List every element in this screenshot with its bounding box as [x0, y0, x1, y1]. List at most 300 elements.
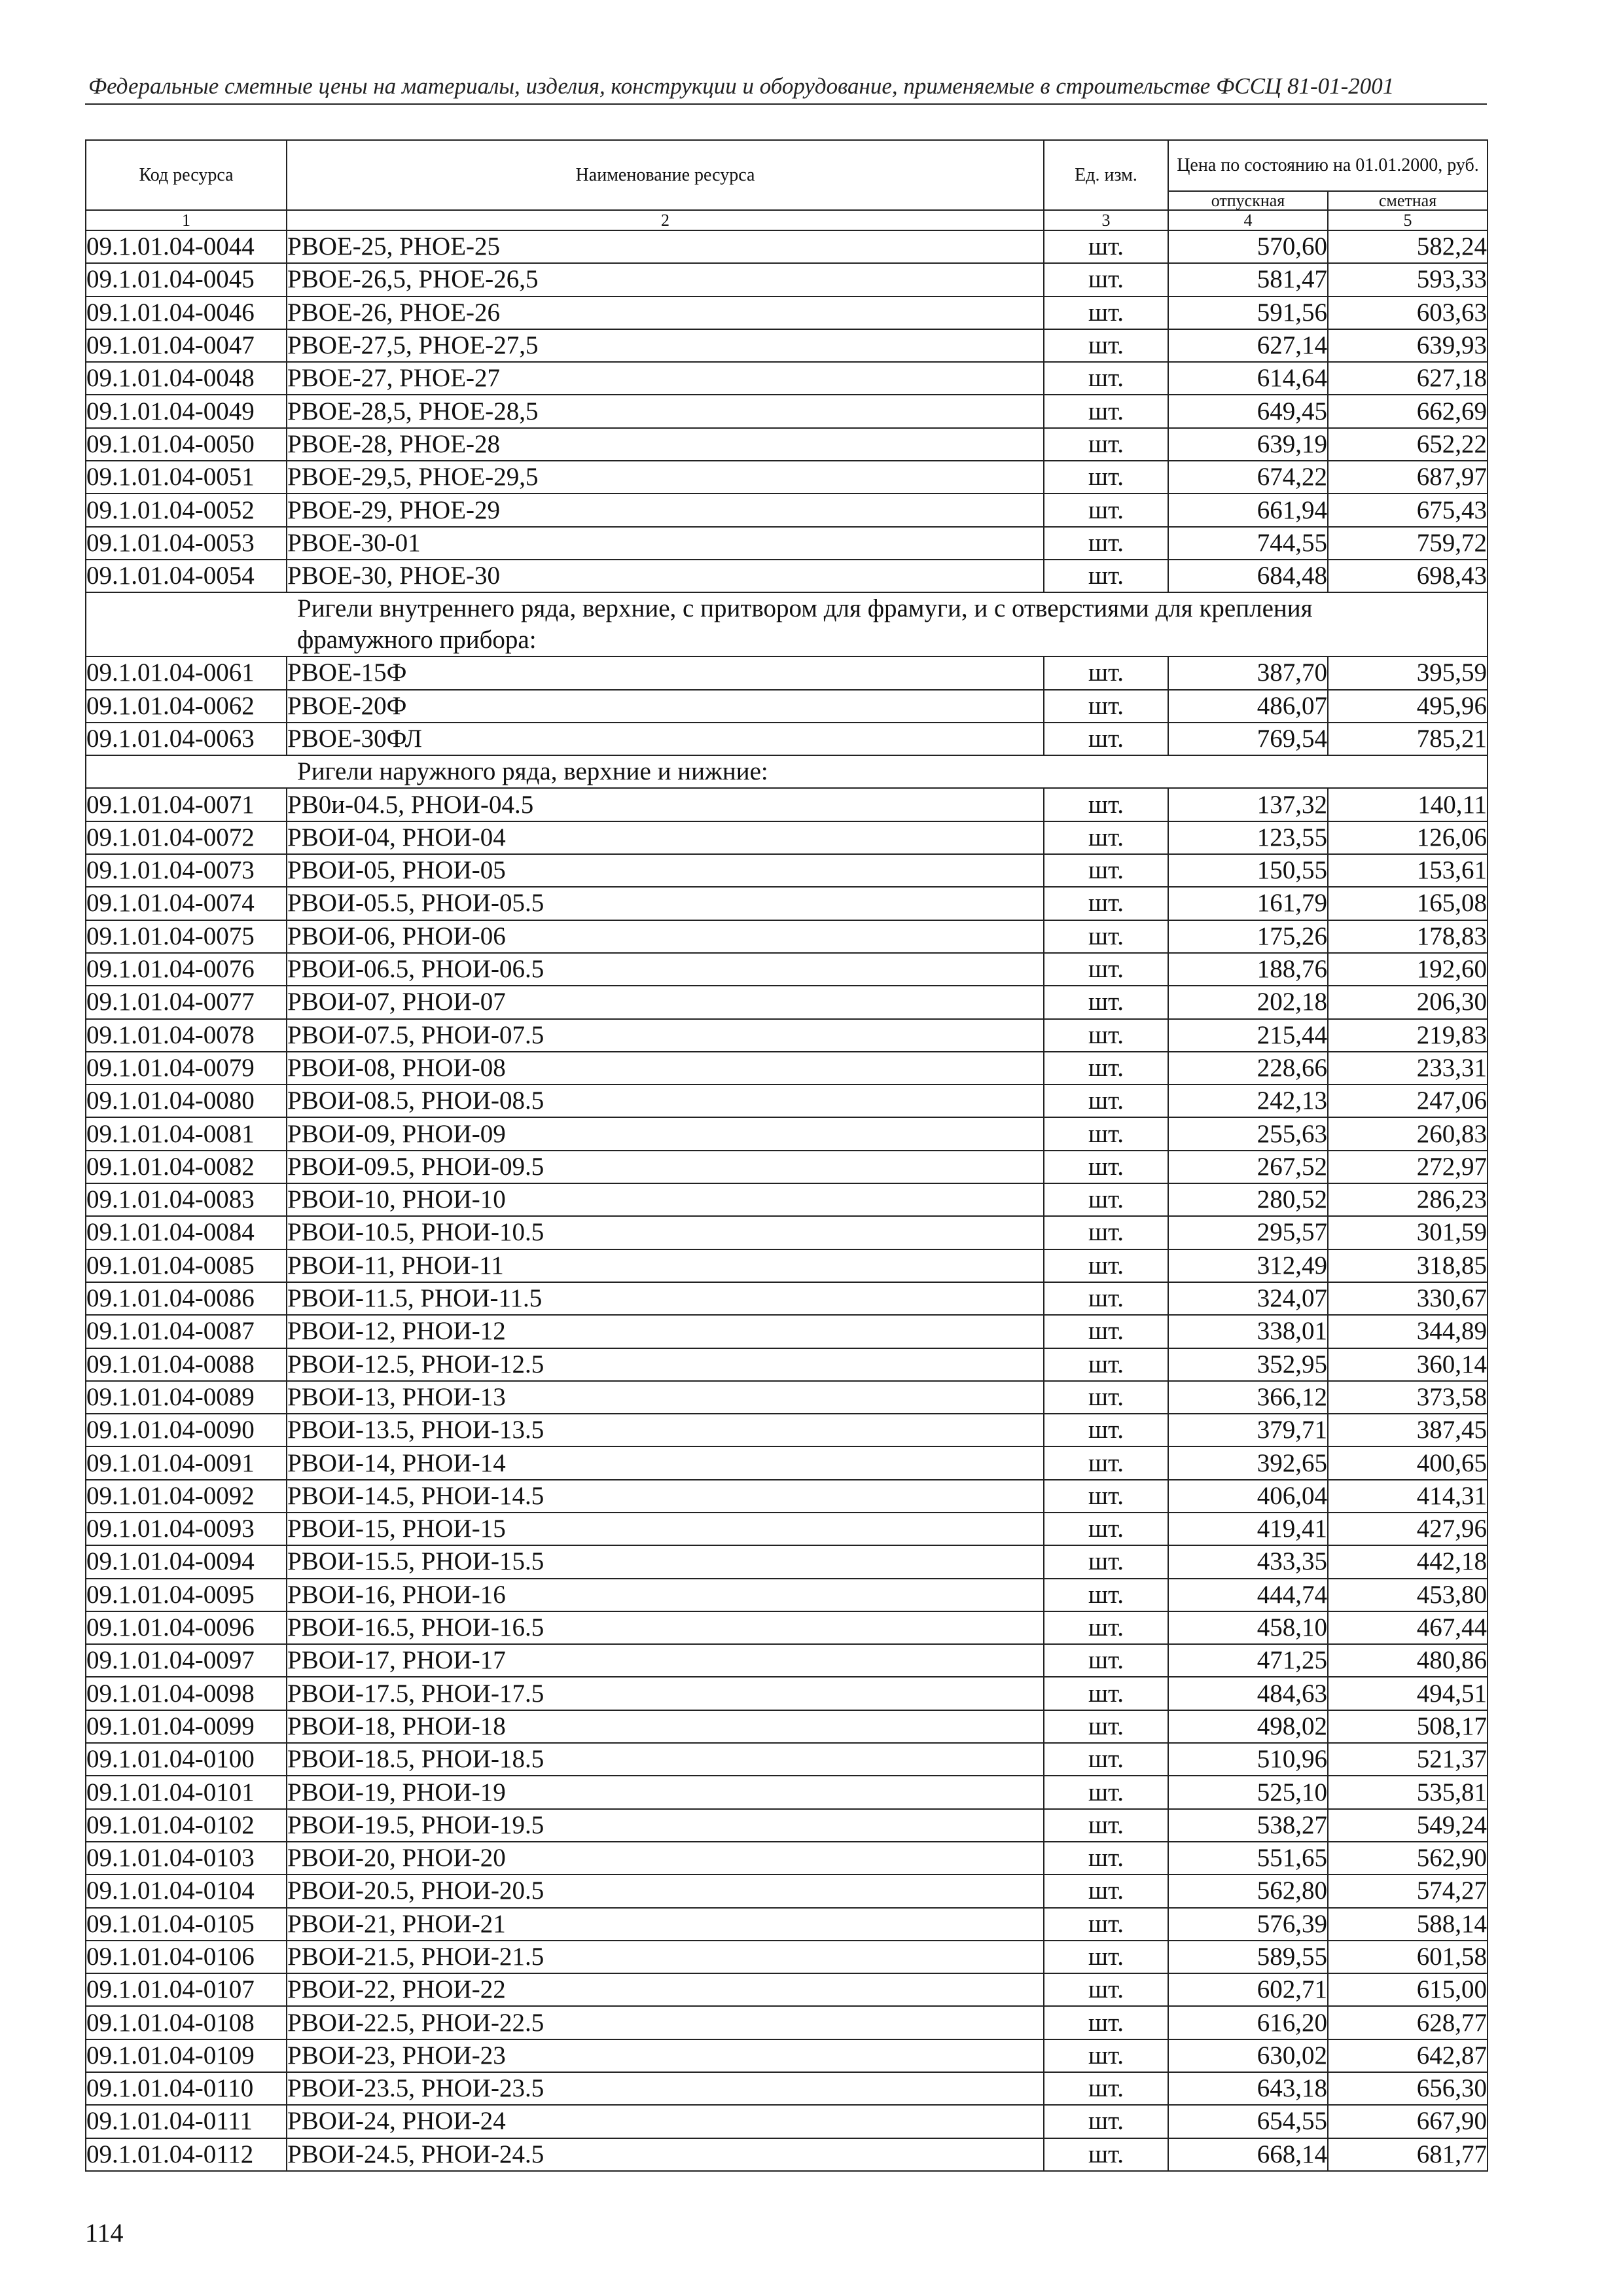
resource-name: РВОИ-23.5, РНОИ-23.5: [287, 2072, 1044, 2105]
resource-code: 09.1.01.04-0090: [86, 1414, 287, 1446]
resource-code: 09.1.01.04-0111: [86, 2105, 287, 2138]
resource-code: 09.1.01.04-0047: [86, 329, 287, 362]
resource-code: 09.1.01.04-0098: [86, 1677, 287, 1710]
release-price: 668,14: [1168, 2138, 1328, 2171]
resource-name: РВОИ-04, РНОИ-04: [287, 821, 1044, 854]
estimate-price: 588,14: [1328, 1908, 1488, 1941]
estimate-price: 206,30: [1328, 986, 1488, 1018]
estimate-price: 233,31: [1328, 1052, 1488, 1085]
table-row: [86, 1446, 1488, 1479]
resource-unit: шт.: [1044, 2138, 1168, 2171]
table-row: [86, 329, 1488, 362]
table-row: [86, 428, 1488, 461]
table-row: [86, 1579, 1488, 1611]
resource-unit: шт.: [1044, 1381, 1168, 1414]
resource-code: 09.1.01.04-0087: [86, 1315, 287, 1348]
resource-name: РВОИ-19, РНОИ-19: [287, 1776, 1044, 1808]
resource-name: РВОЕ-15Ф: [287, 656, 1044, 689]
estimate-price: 400,65: [1328, 1446, 1488, 1479]
resource-unit: шт.: [1044, 527, 1168, 560]
release-price: 498,02: [1168, 1710, 1328, 1743]
estimate-price: 442,18: [1328, 1545, 1488, 1578]
resource-unit: шт.: [1044, 1579, 1168, 1611]
table-row: [86, 527, 1488, 560]
estimate-price: 656,30: [1328, 2072, 1488, 2105]
release-price: 295,57: [1168, 1216, 1328, 1249]
estimate-price: 628,77: [1328, 2006, 1488, 2039]
estimate-price: 662,69: [1328, 395, 1488, 427]
resource-code: 09.1.01.04-0079: [86, 1052, 287, 1085]
table-row: [86, 1315, 1488, 1348]
resource-name: РВОИ-07, РНОИ-07: [287, 986, 1044, 1018]
resource-unit: шт.: [1044, 821, 1168, 854]
resource-code: 09.1.01.04-0095: [86, 1579, 287, 1611]
release-price: 419,41: [1168, 1513, 1328, 1545]
col-header-price: Цена по состоянию на 01.01.2000, руб.: [1168, 140, 1488, 191]
estimate-price: 601,58: [1328, 1941, 1488, 1973]
release-price: 267,52: [1168, 1151, 1328, 1183]
table-row: [86, 1973, 1488, 2006]
release-price: 661,94: [1168, 493, 1328, 526]
resource-unit: шт.: [1044, 461, 1168, 493]
estimate-price: 681,77: [1328, 2138, 1488, 2171]
table-row: [86, 690, 1488, 723]
resource-code: 09.1.01.04-0102: [86, 1809, 287, 1842]
resource-name: РВОИ-13.5, РНОИ-13.5: [287, 1414, 1044, 1446]
resource-code: 09.1.01.04-0081: [86, 1117, 287, 1150]
estimate-price: 687,97: [1328, 461, 1488, 493]
estimate-price: 373,58: [1328, 1381, 1488, 1414]
resource-unit: шт.: [1044, 560, 1168, 592]
release-price: 576,39: [1168, 1908, 1328, 1941]
resource-unit: шт.: [1044, 1973, 1168, 2006]
resource-name: РВОИ-22.5, РНОИ-22.5: [287, 2006, 1044, 2039]
resource-unit: шт.: [1044, 690, 1168, 723]
resource-name: РВОЕ-30, РНОЕ-30: [287, 560, 1044, 592]
resource-unit: шт.: [1044, 1282, 1168, 1315]
resource-code: 09.1.01.04-0051: [86, 461, 287, 493]
resource-name: РВОЕ-28, РНОЕ-28: [287, 428, 1044, 461]
resource-code: 09.1.01.04-0091: [86, 1446, 287, 1479]
resource-code: 09.1.01.04-0089: [86, 1381, 287, 1414]
release-price: 406,04: [1168, 1480, 1328, 1513]
section-heading-row: [86, 592, 1488, 656]
estimate-price: 153,61: [1328, 854, 1488, 887]
resource-unit: шт.: [1044, 2072, 1168, 2105]
release-price: 570,60: [1168, 230, 1328, 263]
resource-unit: шт.: [1044, 887, 1168, 920]
resource-code: 09.1.01.04-0105: [86, 1908, 287, 1941]
section-heading-line: Ригели внутреннего ряда, верхние, с притвором для фрамуги, и с отверстиями для крепления: [297, 594, 1313, 623]
resource-unit: шт.: [1044, 1019, 1168, 1052]
resource-name: РВОИ-09, РНОИ-09: [287, 1117, 1044, 1150]
resource-name: РВОЕ-26,5, РНОЕ-26,5: [287, 263, 1044, 296]
resource-name: РВОИ-21.5, РНОИ-21.5: [287, 1941, 1044, 1973]
estimate-price: 330,67: [1328, 1282, 1488, 1315]
estimate-price: 508,17: [1328, 1710, 1488, 1743]
release-price: 202,18: [1168, 986, 1328, 1018]
release-price: 525,10: [1168, 1776, 1328, 1808]
resource-code: 09.1.01.04-0093: [86, 1513, 287, 1545]
resource-unit: шт.: [1044, 1842, 1168, 1874]
estimate-price: 301,59: [1328, 1216, 1488, 1249]
release-price: 458,10: [1168, 1611, 1328, 1644]
table-row: [86, 656, 1488, 689]
resource-code: 09.1.01.04-0080: [86, 1085, 287, 1117]
resource-name: РВОИ-06, РНОИ-06: [287, 920, 1044, 953]
release-price: 486,07: [1168, 690, 1328, 723]
release-price: 510,96: [1168, 1743, 1328, 1776]
resource-unit: шт.: [1044, 1117, 1168, 1150]
estimate-price: 603,63: [1328, 296, 1488, 329]
col-number: 1: [86, 210, 287, 230]
col-header-name: Наименование ресурса: [287, 140, 1044, 210]
resource-unit: шт.: [1044, 2105, 1168, 2138]
release-price: 324,07: [1168, 1282, 1328, 1315]
table-row: [86, 1117, 1488, 1150]
col-number: 5: [1328, 210, 1488, 230]
release-price: 338,01: [1168, 1315, 1328, 1348]
resource-code: 09.1.01.04-0092: [86, 1480, 287, 1513]
table-row: [86, 296, 1488, 329]
resource-code: 09.1.01.04-0077: [86, 986, 287, 1018]
estimate-price: 453,80: [1328, 1579, 1488, 1611]
resource-unit: шт.: [1044, 1809, 1168, 1842]
release-price: 255,63: [1168, 1117, 1328, 1150]
estimate-price: 387,45: [1328, 1414, 1488, 1446]
table-row: [86, 1052, 1488, 1085]
release-price: 674,22: [1168, 461, 1328, 493]
resource-name: РВОИ-19.5, РНОИ-19.5: [287, 1809, 1044, 1842]
resource-code: 09.1.01.04-0072: [86, 821, 287, 854]
release-price: 643,18: [1168, 2072, 1328, 2105]
resource-name: РВОИ-07.5, РНОИ-07.5: [287, 1019, 1044, 1052]
table-row: [86, 1710, 1488, 1743]
resource-name: РВОИ-14, РНОИ-14: [287, 1446, 1044, 1479]
estimate-price: 260,83: [1328, 1117, 1488, 1150]
release-price: 161,79: [1168, 887, 1328, 920]
resource-unit: шт.: [1044, 920, 1168, 953]
resource-name: РВОЕ-30ФЛ: [287, 723, 1044, 755]
release-price: 312,49: [1168, 1249, 1328, 1282]
estimate-price: 642,87: [1328, 2039, 1488, 2072]
table-row: [86, 920, 1488, 953]
resource-unit: шт.: [1044, 2039, 1168, 2072]
col-header-unit: Ед. изм.: [1044, 140, 1168, 210]
estimate-price: 521,37: [1328, 1743, 1488, 1776]
col-header-code: Код ресурса: [86, 140, 287, 210]
release-price: 630,02: [1168, 2039, 1328, 2072]
estimate-price: 759,72: [1328, 527, 1488, 560]
resource-name: РВ0и-04.5, РНОИ-04.5: [287, 788, 1044, 821]
table-row: [86, 1151, 1488, 1183]
table-row: [86, 493, 1488, 526]
release-price: 616,20: [1168, 2006, 1328, 2039]
resource-unit: шт.: [1044, 986, 1168, 1018]
release-price: 387,70: [1168, 656, 1328, 689]
resource-code: 09.1.01.04-0088: [86, 1348, 287, 1381]
table-row: [86, 1809, 1488, 1842]
resource-name: РВОЕ-26, РНОЕ-26: [287, 296, 1044, 329]
table-row: [86, 1183, 1488, 1216]
resource-name: РВОИ-08.5, РНОИ-08.5: [287, 1085, 1044, 1117]
resource-unit: шт.: [1044, 296, 1168, 329]
resource-code: 09.1.01.04-0061: [86, 656, 287, 689]
estimate-price: 785,21: [1328, 723, 1488, 755]
resource-unit: шт.: [1044, 493, 1168, 526]
resource-unit: шт.: [1044, 1183, 1168, 1216]
resource-name: РВОИ-12.5, РНОИ-12.5: [287, 1348, 1044, 1381]
resource-unit: шт.: [1044, 1874, 1168, 1907]
estimate-price: 192,60: [1328, 953, 1488, 986]
table-row: [86, 362, 1488, 395]
resource-code: 09.1.01.04-0083: [86, 1183, 287, 1216]
estimate-price: 178,83: [1328, 920, 1488, 953]
resource-code: 09.1.01.04-0063: [86, 723, 287, 755]
release-price: 215,44: [1168, 1019, 1328, 1052]
resource-name: РВОЕ-28,5, РНОЕ-28,5: [287, 395, 1044, 427]
price-table: [85, 139, 1488, 2172]
resource-code: 09.1.01.04-0062: [86, 690, 287, 723]
resource-name: РВОЕ-25, РНОЕ-25: [287, 230, 1044, 263]
resource-name: РВОЕ-29,5, РНОЕ-29,5: [287, 461, 1044, 493]
resource-code: 09.1.01.04-0073: [86, 854, 287, 887]
resource-name: РВОИ-21, РНОИ-21: [287, 1908, 1044, 1941]
resource-unit: шт.: [1044, 1151, 1168, 1183]
section-heading-line: фрамужного прибора:: [297, 626, 537, 655]
release-price: 684,48: [1168, 560, 1328, 592]
resource-code: 09.1.01.04-0110: [86, 2072, 287, 2105]
estimate-price: 318,85: [1328, 1249, 1488, 1282]
col-header-estimate: сметная: [1328, 191, 1488, 210]
resource-name: РВОЕ-30-01: [287, 527, 1044, 560]
table-row: [86, 1677, 1488, 1710]
resource-name: РВОИ-11.5, РНОИ-11.5: [287, 1282, 1044, 1315]
table-row: [86, 2006, 1488, 2039]
resource-code: 09.1.01.04-0048: [86, 362, 287, 395]
resource-name: РВОИ-24.5, РНОИ-24.5: [287, 2138, 1044, 2171]
resource-unit: шт.: [1044, 1315, 1168, 1348]
table-row: [86, 1282, 1488, 1315]
resource-code: 09.1.01.04-0099: [86, 1710, 287, 1743]
table-row: [86, 1545, 1488, 1578]
release-price: 627,14: [1168, 329, 1328, 362]
release-price: 591,56: [1168, 296, 1328, 329]
release-price: 137,32: [1168, 788, 1328, 821]
resource-unit: шт.: [1044, 1776, 1168, 1808]
resource-code: 09.1.01.04-0096: [86, 1611, 287, 1644]
table-row: [86, 2138, 1488, 2171]
release-price: 551,65: [1168, 1842, 1328, 1874]
estimate-price: 562,90: [1328, 1842, 1488, 1874]
estimate-price: 360,14: [1328, 1348, 1488, 1381]
table-row: [86, 1644, 1488, 1677]
resource-unit: шт.: [1044, 1908, 1168, 1941]
resource-code: 09.1.01.04-0054: [86, 560, 287, 592]
table-row: [86, 788, 1488, 821]
resource-unit: шт.: [1044, 1677, 1168, 1710]
table-row: [86, 1381, 1488, 1414]
resource-name: РВОИ-15, РНОИ-15: [287, 1513, 1044, 1545]
page-number: 114: [85, 2218, 124, 2248]
table-row: [86, 723, 1488, 755]
table-row: [86, 1249, 1488, 1282]
col-number: 3: [1044, 210, 1168, 230]
resource-code: 09.1.01.04-0084: [86, 1216, 287, 1249]
resource-unit: шт.: [1044, 1414, 1168, 1446]
release-price: 538,27: [1168, 1809, 1328, 1842]
col-number: 2: [287, 210, 1044, 230]
release-price: 614,64: [1168, 362, 1328, 395]
resource-name: РВОИ-22, РНОИ-22: [287, 1973, 1044, 2006]
estimate-price: 247,06: [1328, 1085, 1488, 1117]
resource-name: РВОИ-18.5, РНОИ-18.5: [287, 1743, 1044, 1776]
resource-unit: шт.: [1044, 1644, 1168, 1677]
release-price: 352,95: [1168, 1348, 1328, 1381]
resource-code: 09.1.01.04-0053: [86, 527, 287, 560]
table-row: [86, 2039, 1488, 2072]
table-row: [86, 263, 1488, 296]
table-row: [86, 1842, 1488, 1874]
estimate-price: 165,08: [1328, 887, 1488, 920]
resource-code: 09.1.01.04-0108: [86, 2006, 287, 2039]
resource-unit: шт.: [1044, 329, 1168, 362]
resource-code: 09.1.01.04-0071: [86, 788, 287, 821]
resource-unit: шт.: [1044, 1052, 1168, 1085]
resource-name: РВОИ-11, РНОИ-11: [287, 1249, 1044, 1282]
resource-code: 09.1.01.04-0085: [86, 1249, 287, 1282]
resource-name: РВОЕ-29, РНОЕ-29: [287, 493, 1044, 526]
resource-name: РВОИ-06.5, РНОИ-06.5: [287, 953, 1044, 986]
table-row: [86, 1480, 1488, 1513]
estimate-price: 427,96: [1328, 1513, 1488, 1545]
resource-name: РВОИ-08, РНОИ-08: [287, 1052, 1044, 1085]
estimate-price: 652,22: [1328, 428, 1488, 461]
resource-code: 09.1.01.04-0052: [86, 493, 287, 526]
estimate-price: 480,86: [1328, 1644, 1488, 1677]
resource-name: РВОИ-20.5, РНОИ-20.5: [287, 1874, 1044, 1907]
resource-name: РВОИ-14.5, РНОИ-14.5: [287, 1480, 1044, 1513]
release-price: 242,13: [1168, 1085, 1328, 1117]
estimate-price: 667,90: [1328, 2105, 1488, 2138]
resource-code: 09.1.01.04-0106: [86, 1941, 287, 1973]
header-rule: [85, 103, 1487, 105]
table-row: [86, 1743, 1488, 1776]
resource-code: 09.1.01.04-0045: [86, 263, 287, 296]
estimate-price: 395,59: [1328, 656, 1488, 689]
resource-name: РВОИ-16, РНОИ-16: [287, 1579, 1044, 1611]
estimate-price: 549,24: [1328, 1809, 1488, 1842]
estimate-price: 467,44: [1328, 1611, 1488, 1644]
table-row: [86, 395, 1488, 427]
estimate-price: 126,06: [1328, 821, 1488, 854]
estimate-price: 219,83: [1328, 1019, 1488, 1052]
resource-unit: шт.: [1044, 656, 1168, 689]
table-row: [86, 2072, 1488, 2105]
resource-code: 09.1.01.04-0074: [86, 887, 287, 920]
resource-unit: шт.: [1044, 1710, 1168, 1743]
table-row: [86, 1414, 1488, 1446]
table-row: [86, 1776, 1488, 1808]
resource-name: РВОИ-17.5, РНОИ-17.5: [287, 1677, 1044, 1710]
table-row: [86, 854, 1488, 887]
resource-code: 09.1.01.04-0082: [86, 1151, 287, 1183]
release-price: 188,76: [1168, 953, 1328, 986]
resource-unit: шт.: [1044, 854, 1168, 887]
resource-name: РВОИ-05, РНОИ-05: [287, 854, 1044, 887]
table-row: [86, 560, 1488, 592]
estimate-price: 615,00: [1328, 1973, 1488, 2006]
resource-unit: шт.: [1044, 1611, 1168, 1644]
release-price: 123,55: [1168, 821, 1328, 854]
resource-code: 09.1.01.04-0100: [86, 1743, 287, 1776]
resource-code: 09.1.01.04-0044: [86, 230, 287, 263]
table-row: [86, 986, 1488, 1018]
estimate-price: 286,23: [1328, 1183, 1488, 1216]
resource-code: 09.1.01.04-0097: [86, 1644, 287, 1677]
release-price: 280,52: [1168, 1183, 1328, 1216]
resource-unit: шт.: [1044, 1348, 1168, 1381]
table-row: [86, 953, 1488, 986]
resource-unit: шт.: [1044, 1545, 1168, 1578]
resource-code: 09.1.01.04-0109: [86, 2039, 287, 2072]
resource-unit: шт.: [1044, 788, 1168, 821]
release-price: 392,65: [1168, 1446, 1328, 1479]
resource-name: РВОИ-10, РНОИ-10: [287, 1183, 1044, 1216]
resource-name: РВОЕ-27, РНОЕ-27: [287, 362, 1044, 395]
resource-name: РВОИ-13, РНОИ-13: [287, 1381, 1044, 1414]
table-row: [86, 461, 1488, 493]
release-price: 589,55: [1168, 1941, 1328, 1973]
resource-unit: шт.: [1044, 230, 1168, 263]
table-row: [86, 1513, 1488, 1545]
table-row: [86, 1611, 1488, 1644]
resource-name: РВОЕ-27,5, РНОЕ-27,5: [287, 329, 1044, 362]
resource-code: 09.1.01.04-0078: [86, 1019, 287, 1052]
estimate-price: 698,43: [1328, 560, 1488, 592]
estimate-price: 494,51: [1328, 1677, 1488, 1710]
table-row: [86, 1348, 1488, 1381]
estimate-price: 140,11: [1328, 788, 1488, 821]
resource-unit: шт.: [1044, 1085, 1168, 1117]
resource-code: 09.1.01.04-0103: [86, 1842, 287, 1874]
resource-name: РВОИ-16.5, РНОИ-16.5: [287, 1611, 1044, 1644]
resource-unit: шт.: [1044, 428, 1168, 461]
release-price: 366,12: [1168, 1381, 1328, 1414]
release-price: 654,55: [1168, 2105, 1328, 2138]
table-row: [86, 1908, 1488, 1941]
resource-name: РВОИ-09.5, РНОИ-09.5: [287, 1151, 1044, 1183]
resource-name: РВОИ-20, РНОИ-20: [287, 1842, 1044, 1874]
col-header-release: отпускная: [1168, 191, 1328, 210]
release-price: 150,55: [1168, 854, 1328, 887]
resource-name: РВОИ-15.5, РНОИ-15.5: [287, 1545, 1044, 1578]
release-price: 444,74: [1168, 1579, 1328, 1611]
resource-code: 09.1.01.04-0050: [86, 428, 287, 461]
release-price: 581,47: [1168, 263, 1328, 296]
running-header: Федеральные сметные цены на материалы, изделия, конструкции и оборудование, применяемые в строительстве ФССЦ 81-01-2001: [88, 73, 1395, 99]
resource-unit: шт.: [1044, 953, 1168, 986]
resource-name: РВОИ-17, РНОИ-17: [287, 1644, 1044, 1677]
resource-unit: шт.: [1044, 362, 1168, 395]
col-number: 4: [1168, 210, 1328, 230]
resource-code: 09.1.01.04-0046: [86, 296, 287, 329]
resource-unit: шт.: [1044, 1216, 1168, 1249]
estimate-price: 639,93: [1328, 329, 1488, 362]
resource-code: 09.1.01.04-0086: [86, 1282, 287, 1315]
resource-name: РВОИ-12, РНОИ-12: [287, 1315, 1044, 1348]
resource-code: 09.1.01.04-0049: [86, 395, 287, 427]
